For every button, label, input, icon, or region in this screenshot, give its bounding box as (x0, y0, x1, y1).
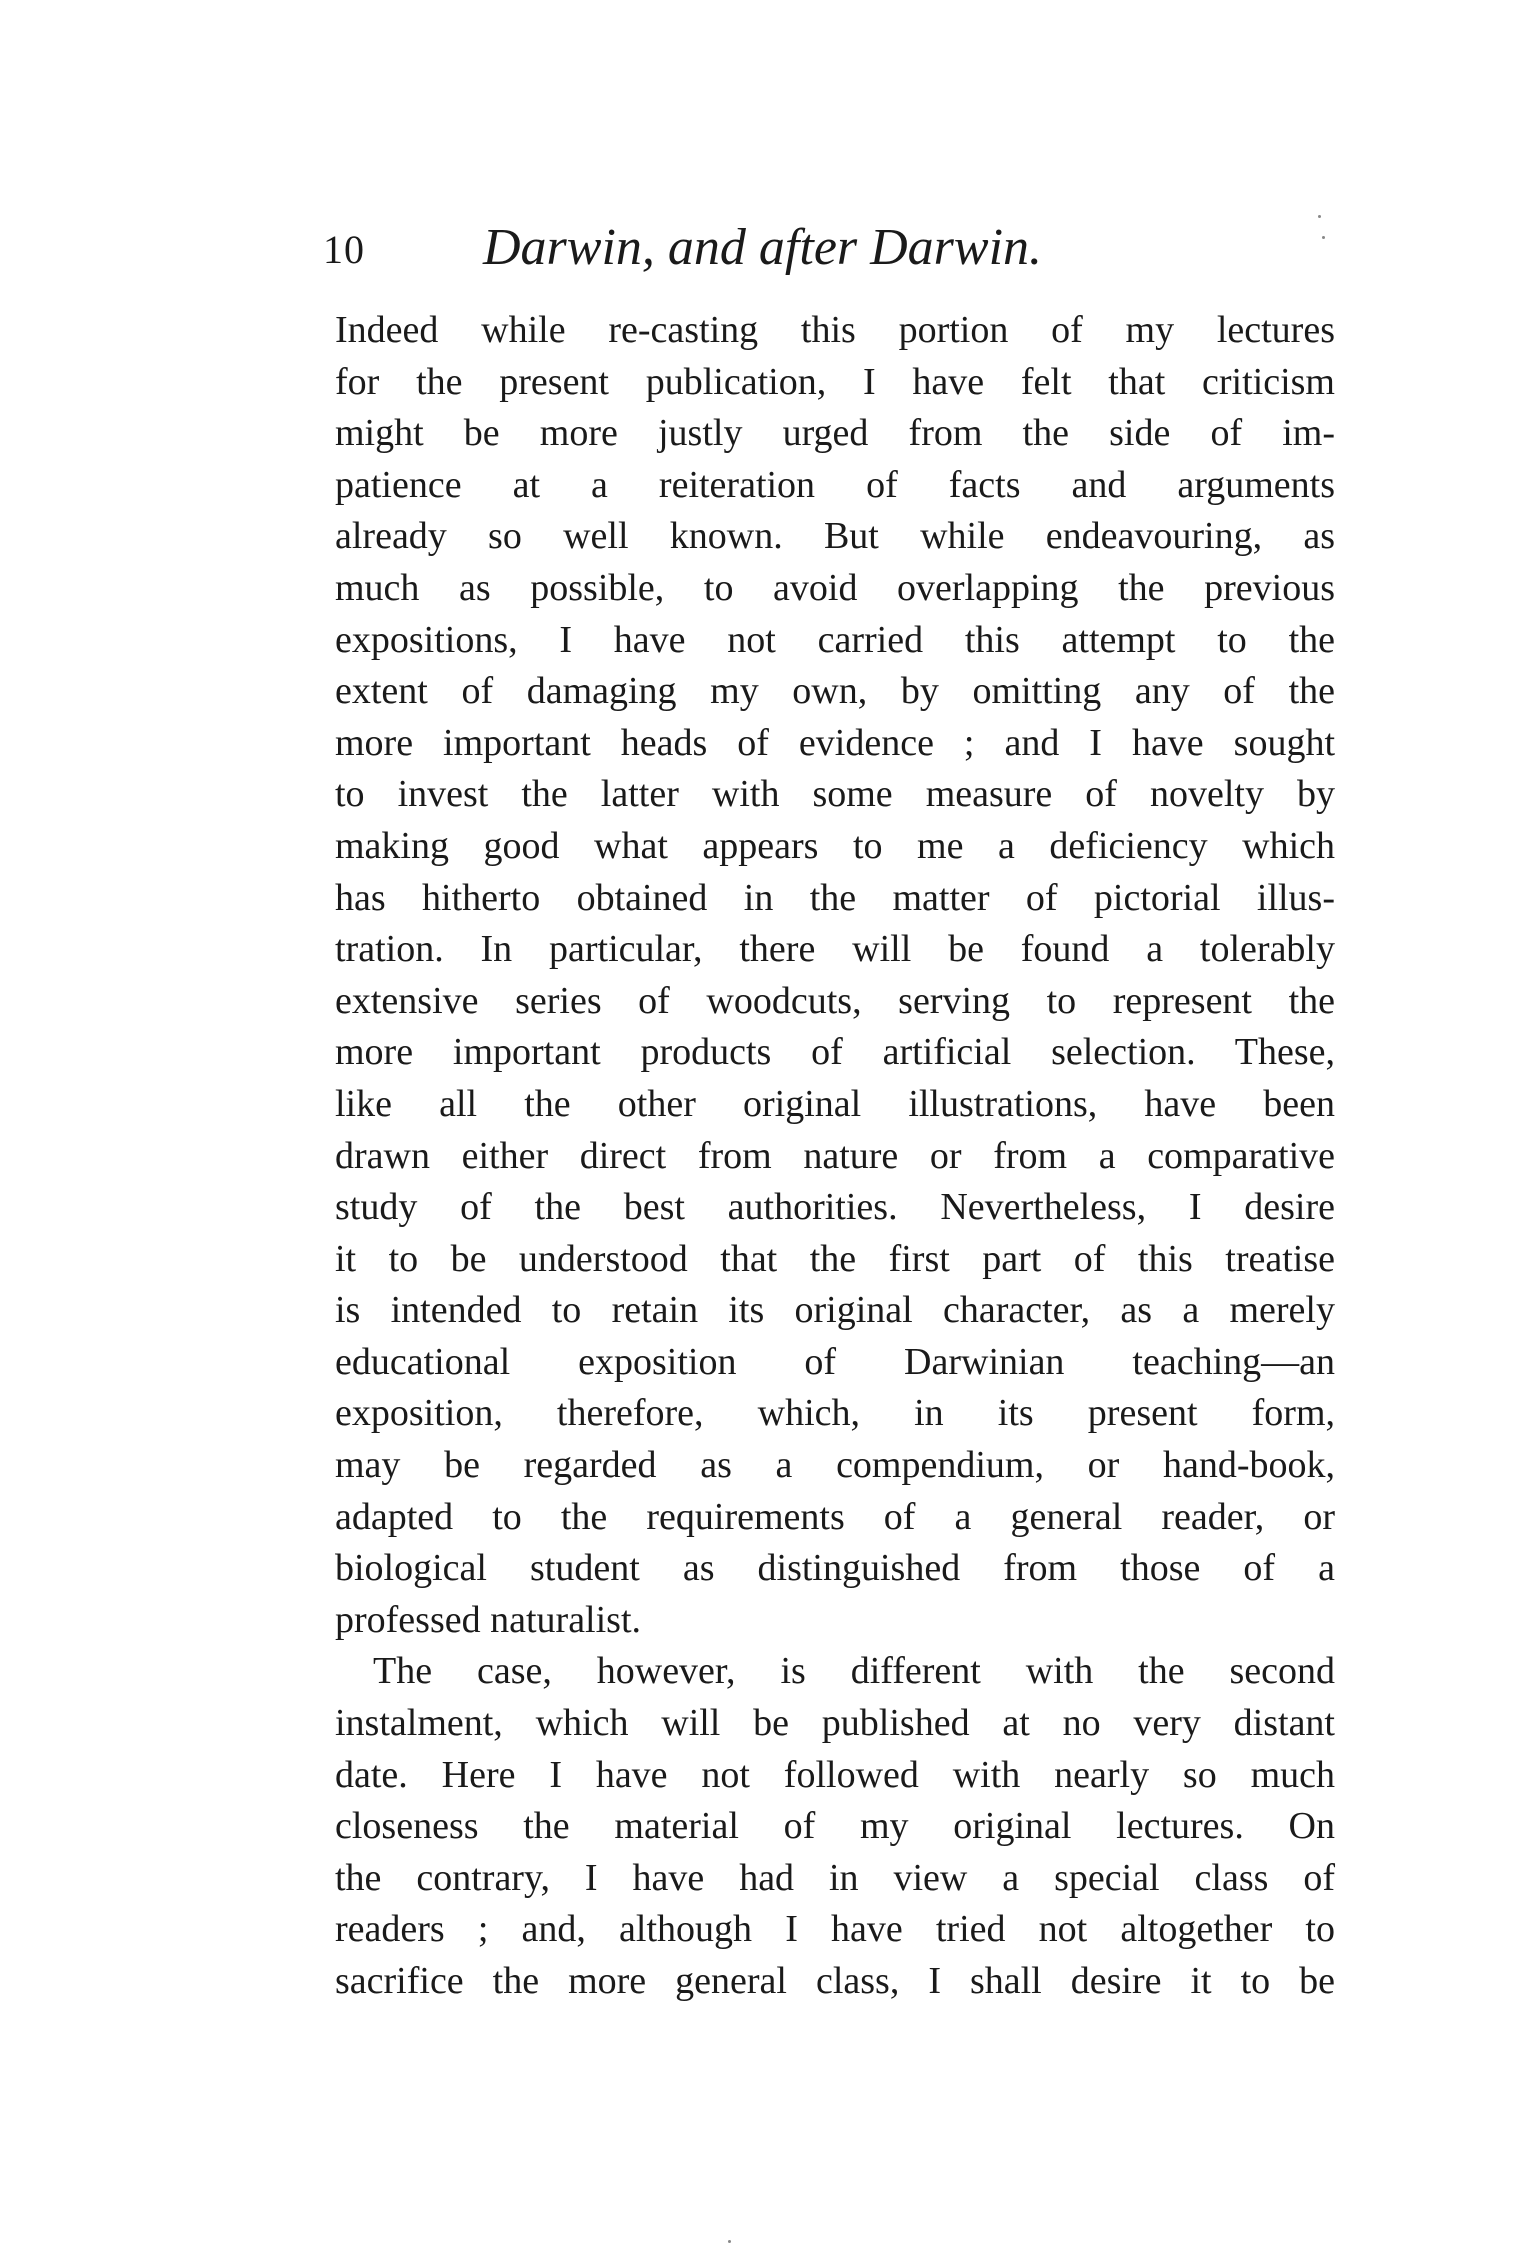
text-line: much as possible, to avoid overlapping the previous (335, 566, 1335, 609)
text-line: tration. In particular, there will be found a tolerably (335, 928, 1335, 971)
text-line: the contrary, I have had in view a special class of (335, 1856, 1335, 1899)
running-title: Darwin, and after Darwin. (483, 219, 1043, 276)
text-line: Indeed while re-casting this portion of my lectures (335, 309, 1335, 351)
text-line: The case, however, is different with the second (373, 1650, 1335, 1693)
text-line: study of the best authorities. Nevertheless, I desire (335, 1186, 1335, 1229)
paragraph (335, 1646, 1335, 2007)
scan-speck (728, 2240, 731, 2243)
text-line: instalment, which will be published at no very distant (335, 1702, 1335, 1745)
text-line: exposition, therefore, which, in its present form, (335, 1392, 1335, 1435)
text-line: closeness the material of my original lectures. On (335, 1805, 1335, 1848)
text-line: already so well known. But while endeavouring, as (335, 515, 1335, 558)
text-line: biological student as distinguished from those of a (335, 1547, 1335, 1590)
text-line: has hitherto obtained in the matter of pictorial illus- (335, 876, 1335, 919)
text-line: sacrifice the more general class, I shall desire it to be (335, 1960, 1335, 2002)
scan-speck (1318, 215, 1321, 218)
text-line: more important heads of evidence ; and I have sought (335, 721, 1335, 764)
text-line: extent of damaging my own, by omitting any of the (335, 670, 1335, 713)
page-number: 10 (323, 227, 365, 272)
text-line: educational exposition of Darwinian teaching—an (335, 1340, 1335, 1383)
text-line: like all the other original illustrations, have been (335, 1082, 1335, 1125)
scan-speck (1322, 236, 1325, 239)
body-text (335, 305, 1335, 2008)
text-line: extensive series of woodcuts, serving to represent the (335, 979, 1335, 1022)
text-line: is intended to retain its original character, as a merely (335, 1289, 1335, 1332)
text-line: to invest the latter with some measure of novelty by (335, 773, 1335, 816)
text-line: professed naturalist. (335, 1598, 642, 1641)
text-line: expositions, I have not carried this attempt to the (335, 618, 1335, 661)
text-line: more important products of artificial selection. These, (335, 1031, 1335, 1074)
text-line: readers ; and, although I have tried not altogether to (335, 1908, 1335, 1951)
text-line: for the present publication, I have felt that criticism (335, 360, 1335, 403)
text-line: making good what appears to me a deficiency which (335, 824, 1335, 867)
text-line: date. Here I have not followed with nearly so much (335, 1753, 1335, 1796)
text-line: may be regarded as a compendium, or hand-book, (335, 1444, 1335, 1487)
text-line: patience at a reiteration of facts and arguments (335, 463, 1335, 506)
text-line: drawn either direct from nature or from a comparative (335, 1134, 1335, 1177)
text-line: it to be understood that the first part of this treatise (335, 1237, 1335, 1280)
text-line: adapted to the requirements of a general reader, or (335, 1495, 1335, 1538)
text-line: might be more justly urged from the side of im- (335, 412, 1335, 455)
running-header (323, 218, 1335, 288)
paragraph (335, 305, 1335, 1646)
